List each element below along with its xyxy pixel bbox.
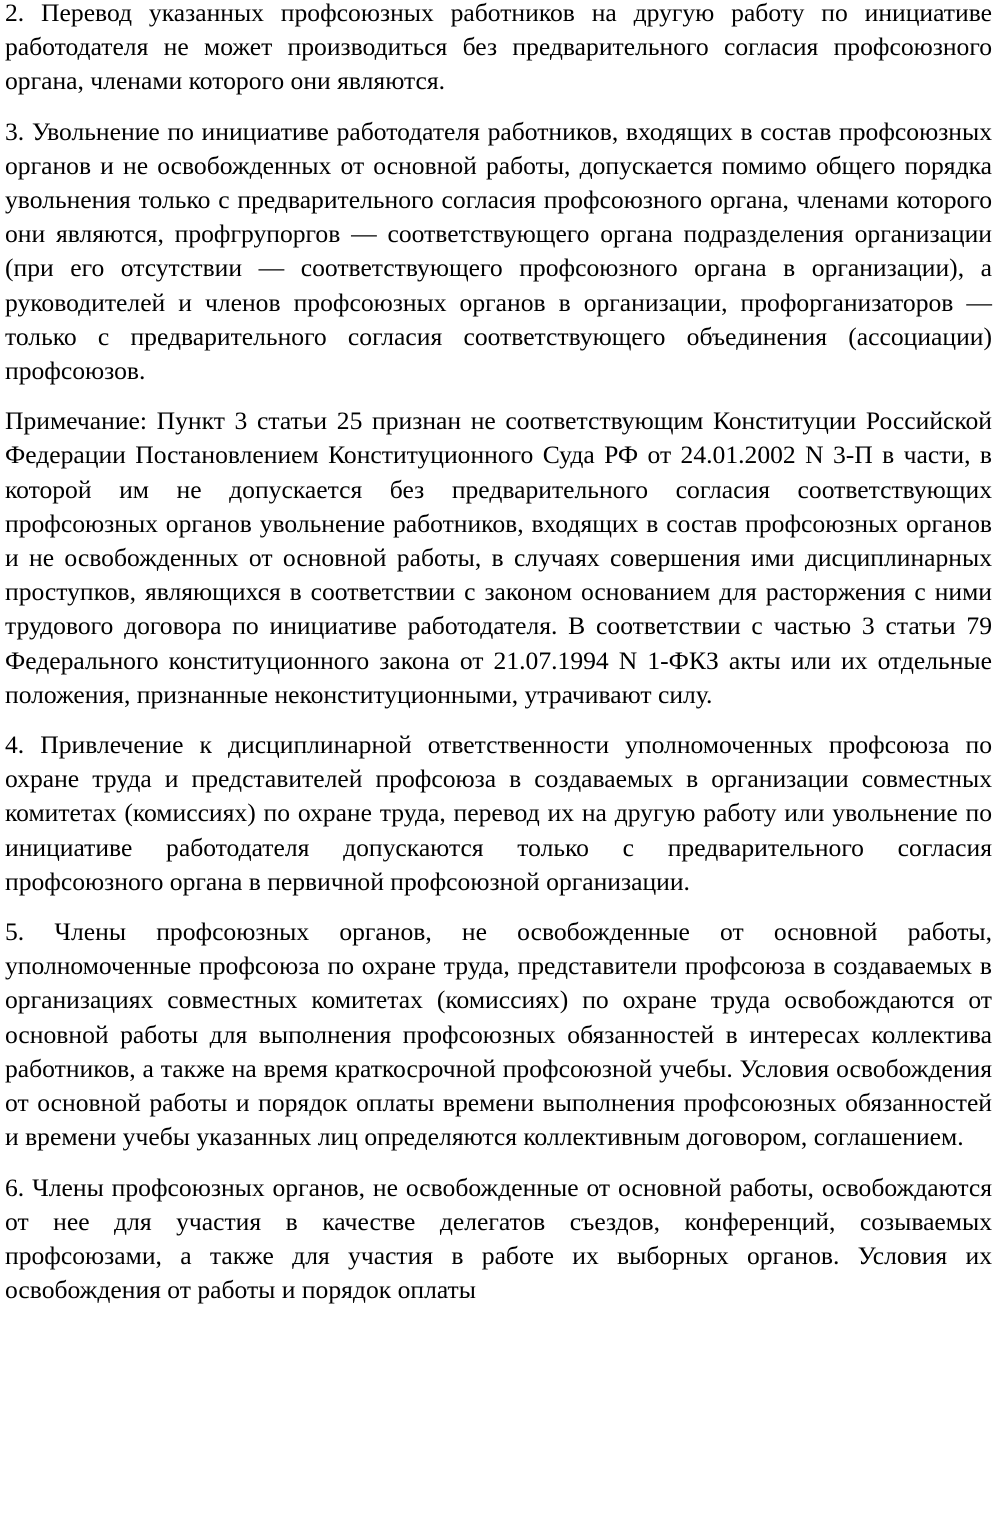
- document-page: [5, 0, 992, 1307]
- paragraph-item-2: 2. Перевод указанных профсоюзных работников на другую работу по инициативе работодателя не может производиться без предварительного согласия профсоюзного органа, членами которого они являются.: [5, 0, 992, 96]
- paragraph-item-4: 4. Привлечение к дисциплинарной ответственности уполномоченных профсоюза по охране труда и представителей профсоюза в создаваемых в организации совместных комитетах (комиссиях) по охране труда, перевод их на другую работу или увольнение по инициативе работодателя допускаются только с предварительного согласия профсоюзного органа в первичной профсоюзной организации.: [5, 730, 992, 896]
- paragraph-item-3: 3. Увольнение по инициативе работодателя работников, входящих в состав профсоюзных органов и не освобожденных от основной работы, допускается помимо общего порядка увольнения только с предварительного согласия профсоюзного органа, членами которого они являются, профгрупоргов — соответствующего органа подразделения организации (при его отсутствии — соответствующего профсоюзного органа в организации), а руководителей и членов профсоюзных органов в организации, профорганизаторов — только с предварительного согласия соответствующего объединения (ассоциации) профсоюзов.: [5, 116, 992, 386]
- paragraph-item-5: 5. Члены профсоюзных органов, не освобожденные от основной работы, уполномоченные профсоюза по охране труда, представители профсоюза в создаваемых в организациях совместных комитетах (комиссиях) по охране труда освобождаются от основной работы для выполнения профсоюзных обязанностей в интересах коллектива работников, а также на время краткосрочной профсоюзной учебы. Условия освобождения от основной работы и порядок оплаты времени выполнения профсоюзных обязанностей и времени учебы указанных лиц определяются коллективным договором, соглашением.: [5, 917, 992, 1152]
- paragraph-item-6: 6. Члены профсоюзных органов, не освобожденные от основной работы, освобождаются от нее для участия в качестве делегатов съездов, конференций, созываемых профсоюзами, а также для участия в работе их выборных органов. Условия их освобождения от работы и порядок оплаты: [5, 1172, 992, 1305]
- paragraph-note: Примечание: Пункт 3 статьи 25 признан не соответствующим Конституции Российской Федерации Постановлением Конституционного Суда РФ от 24.01.2002 N 3-П в части, в которой им не допускается без предварительного согласия соответствующих профсоюзных органов увольнение работников, входящих в состав профсоюзных органов и не освобожденных от основной работы, в случаях совершения ими дисциплинарных проступков, являющихся в соответствии с законом основанием для расторжения с ними трудового договора по инициативе работодателя. В соответствии с частью 3 статьи 79 Федерального конституционного закона от 21.07.1994 N 1-ФКЗ акты или их отдельные положения, признанные неконституционными, утрачивают силу.: [5, 406, 992, 709]
